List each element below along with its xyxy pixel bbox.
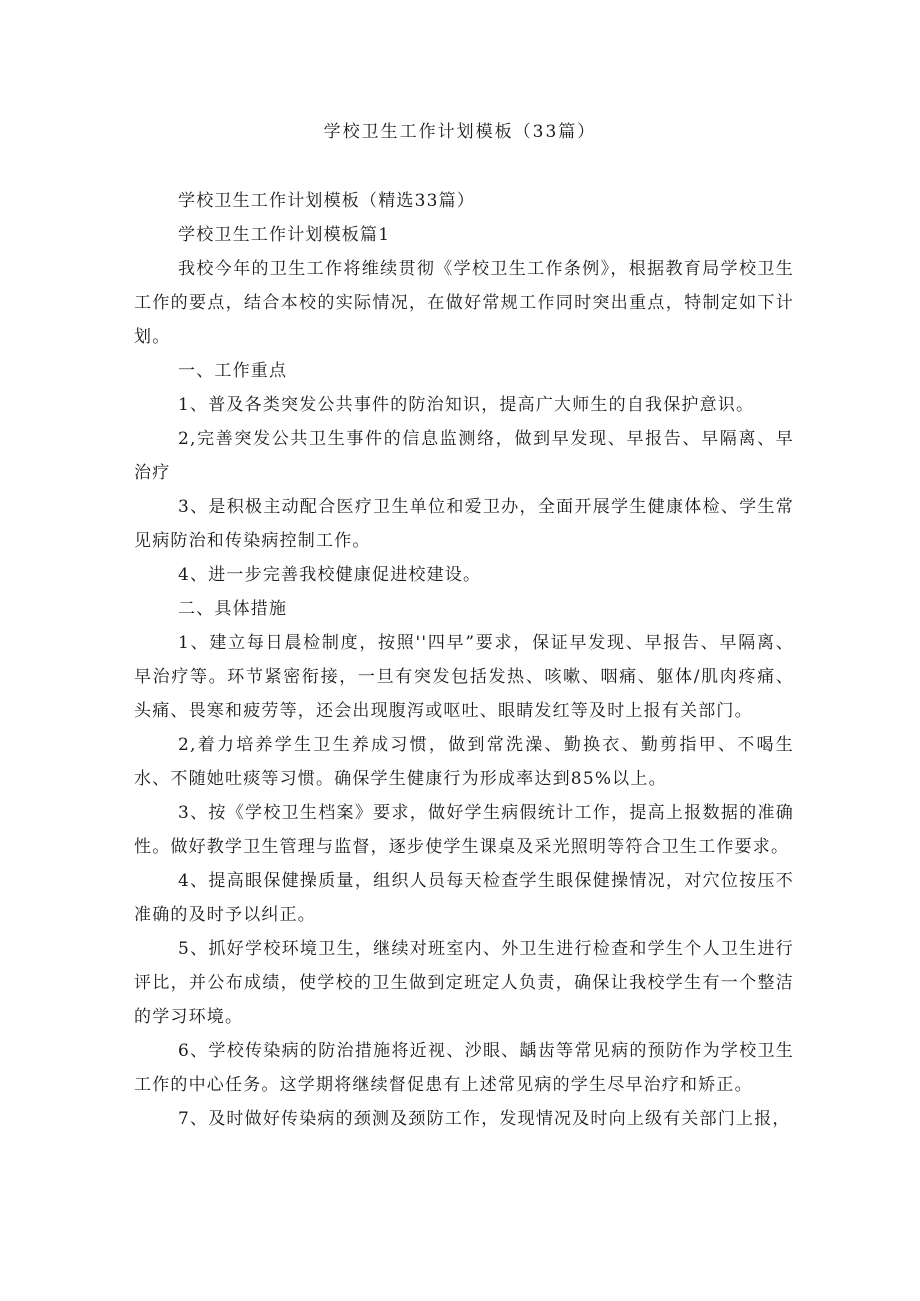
document-title: 学校卫生工作计划模板（33篇） — [323, 122, 597, 142]
measure-item-4: 4、提高眼保健操质量，组织人员每天检查学生眼保健操情况，对穴位按压不准确的及时予以纠正。 — [134, 871, 794, 925]
intro-paragraph: 我校今年的卫生工作将维续贯彻《学校卫生工作条例》，根据教育局学校卫生工作的要点，结合本校的实际情况，在做好常规工作同时突出重点，特制定如下计划。 — [134, 259, 794, 347]
document-body — [134, 184, 794, 1136]
focus-item-4: 4、进一步完善我校健康促进校建设。 — [178, 565, 482, 585]
focus-item-2: 2,完善突发公共卫生事件的信息监测络，做到早发现、早报告、早隔离、早治疗 — [134, 429, 794, 483]
measure-item-3: 3、按《学校卫生档案》要求，做好学生病假统计工作，提高上报数据的准确性。做好教学卫生管理与监督，逐步使学生课桌及采光照明等符合卫生工作要求。 — [134, 803, 794, 857]
measure-item-7: 7、及时做好传染病的颈测及颈防工作，发现情况及时向上级有关部门上报， — [178, 1109, 791, 1129]
section-title-paragraph: 学校卫生工作计划模板篇1 — [178, 225, 391, 245]
heading-specific-measures: 二、具体措施 — [178, 599, 288, 619]
subtitle-paragraph: 学校卫生工作计划模板（精选33篇） — [178, 191, 476, 211]
heading-work-focus: 一、工作重点 — [178, 361, 288, 381]
measure-item-1: 1、建立每日晨检制度，按照''四早”要求，保证早发现、早报告、早隔离、早治疗等。环节紧密衔接，一旦有突发包括发热、咳嗽、咽痛、躯体/肌肉疼痛、头痛、畏寒和疲劳等，还会出现腹泻或呕吐、眼睛发红等及时上报有关部门。 — [134, 633, 794, 721]
focus-item-3: 3、是积极主动配合医疗卫生单位和爱卫办，全面开展学生健康体检、学生常见病防治和传染病控制工作。 — [134, 497, 794, 551]
measure-item-2: 2,着力培养学生卫生养成习惯，做到常洗澡、勤换衣、勤剪指甲、不喝生水、不随她吐痰等习惯。确保学生健康行为形成率达到85%以上。 — [134, 735, 794, 789]
focus-item-1: 1、普及各类突发公共事件的防治知识，提高广大师生的自我保护意识。 — [178, 395, 755, 415]
measure-item-5: 5、抓好学校环境卫生，继续对班室内、外卫生进行检查和学生个人卫生进行评比，并公布成绩，使学校的卫生做到定班定人负责，确保让我校学生有一个整洁的学习环境。 — [134, 939, 794, 1027]
measure-item-6: 6、学校传染病的防治措施将近视、沙眼、龋齿等常见病的预防作为学校卫生工作的中心任务。这学期将继续督促患有上述常见病的学生尽早治疗和矫正。 — [134, 1041, 794, 1095]
